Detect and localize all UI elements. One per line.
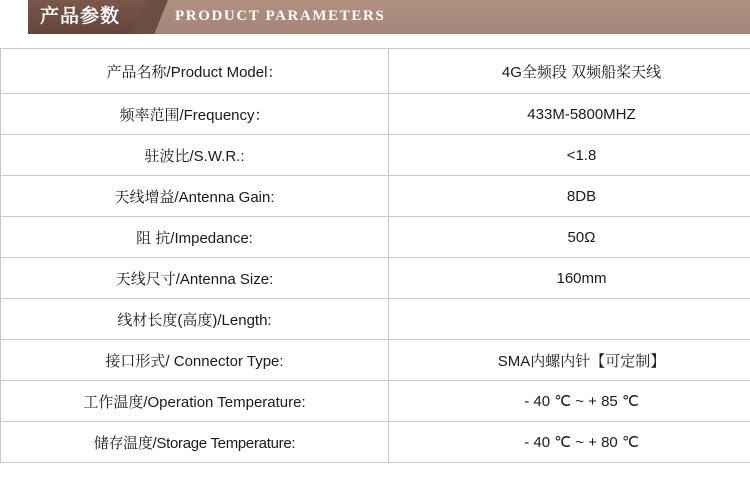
table-row [1, 340, 750, 381]
table-row [1, 381, 750, 422]
table-row [1, 135, 750, 176]
spec-value: <1.8 [389, 135, 750, 176]
table-row [1, 422, 750, 463]
table-row [1, 217, 750, 258]
spec-value: - 40 ℃ ~ + 80 ℃ [389, 422, 750, 463]
page-title-cn: 产品参数 [40, 6, 121, 27]
spec-label: 阻 抗/Impedance: [1, 217, 389, 258]
page-header [0, 0, 750, 40]
table-row [1, 258, 750, 299]
spec-value: 50Ω [389, 217, 750, 258]
spec-label: 接口形式/ Connector Type: [1, 340, 389, 381]
spec-label: 线材长度(高度)/Length: [1, 299, 389, 340]
spec-label: 工作温度/Operation Temperature: [1, 381, 389, 422]
table-row [1, 176, 750, 217]
spec-label: 频率范围/Frequency： [1, 94, 389, 135]
spec-value: 8DB [389, 176, 750, 217]
spec-value: 4G全频段 双频船桨天线 [389, 49, 750, 94]
spec-label: 天线增益/Antenna Gain: [1, 176, 389, 217]
spec-table [0, 48, 750, 463]
table-row [1, 49, 750, 94]
spec-value [389, 299, 750, 340]
spec-label: 天线尺寸/Antenna Size: [1, 258, 389, 299]
spec-value: SMA内螺内针【可定制】 [389, 340, 750, 381]
spec-table-wrapper [0, 48, 750, 463]
spec-label: 产品名称/Product Model： [1, 49, 389, 94]
spec-value: 160mm [389, 258, 750, 299]
page-title-en: PRODUCT PARAMETERS [175, 8, 386, 24]
table-row [1, 299, 750, 340]
spec-value: - 40 ℃ ~ + 85 ℃ [389, 381, 750, 422]
spec-label: 驻波比/S.W.R.: [1, 135, 389, 176]
spec-label: 储存温度/Storage Temperature: [1, 422, 389, 463]
spec-value: 433M-5800MHZ [389, 94, 750, 135]
table-row [1, 94, 750, 135]
